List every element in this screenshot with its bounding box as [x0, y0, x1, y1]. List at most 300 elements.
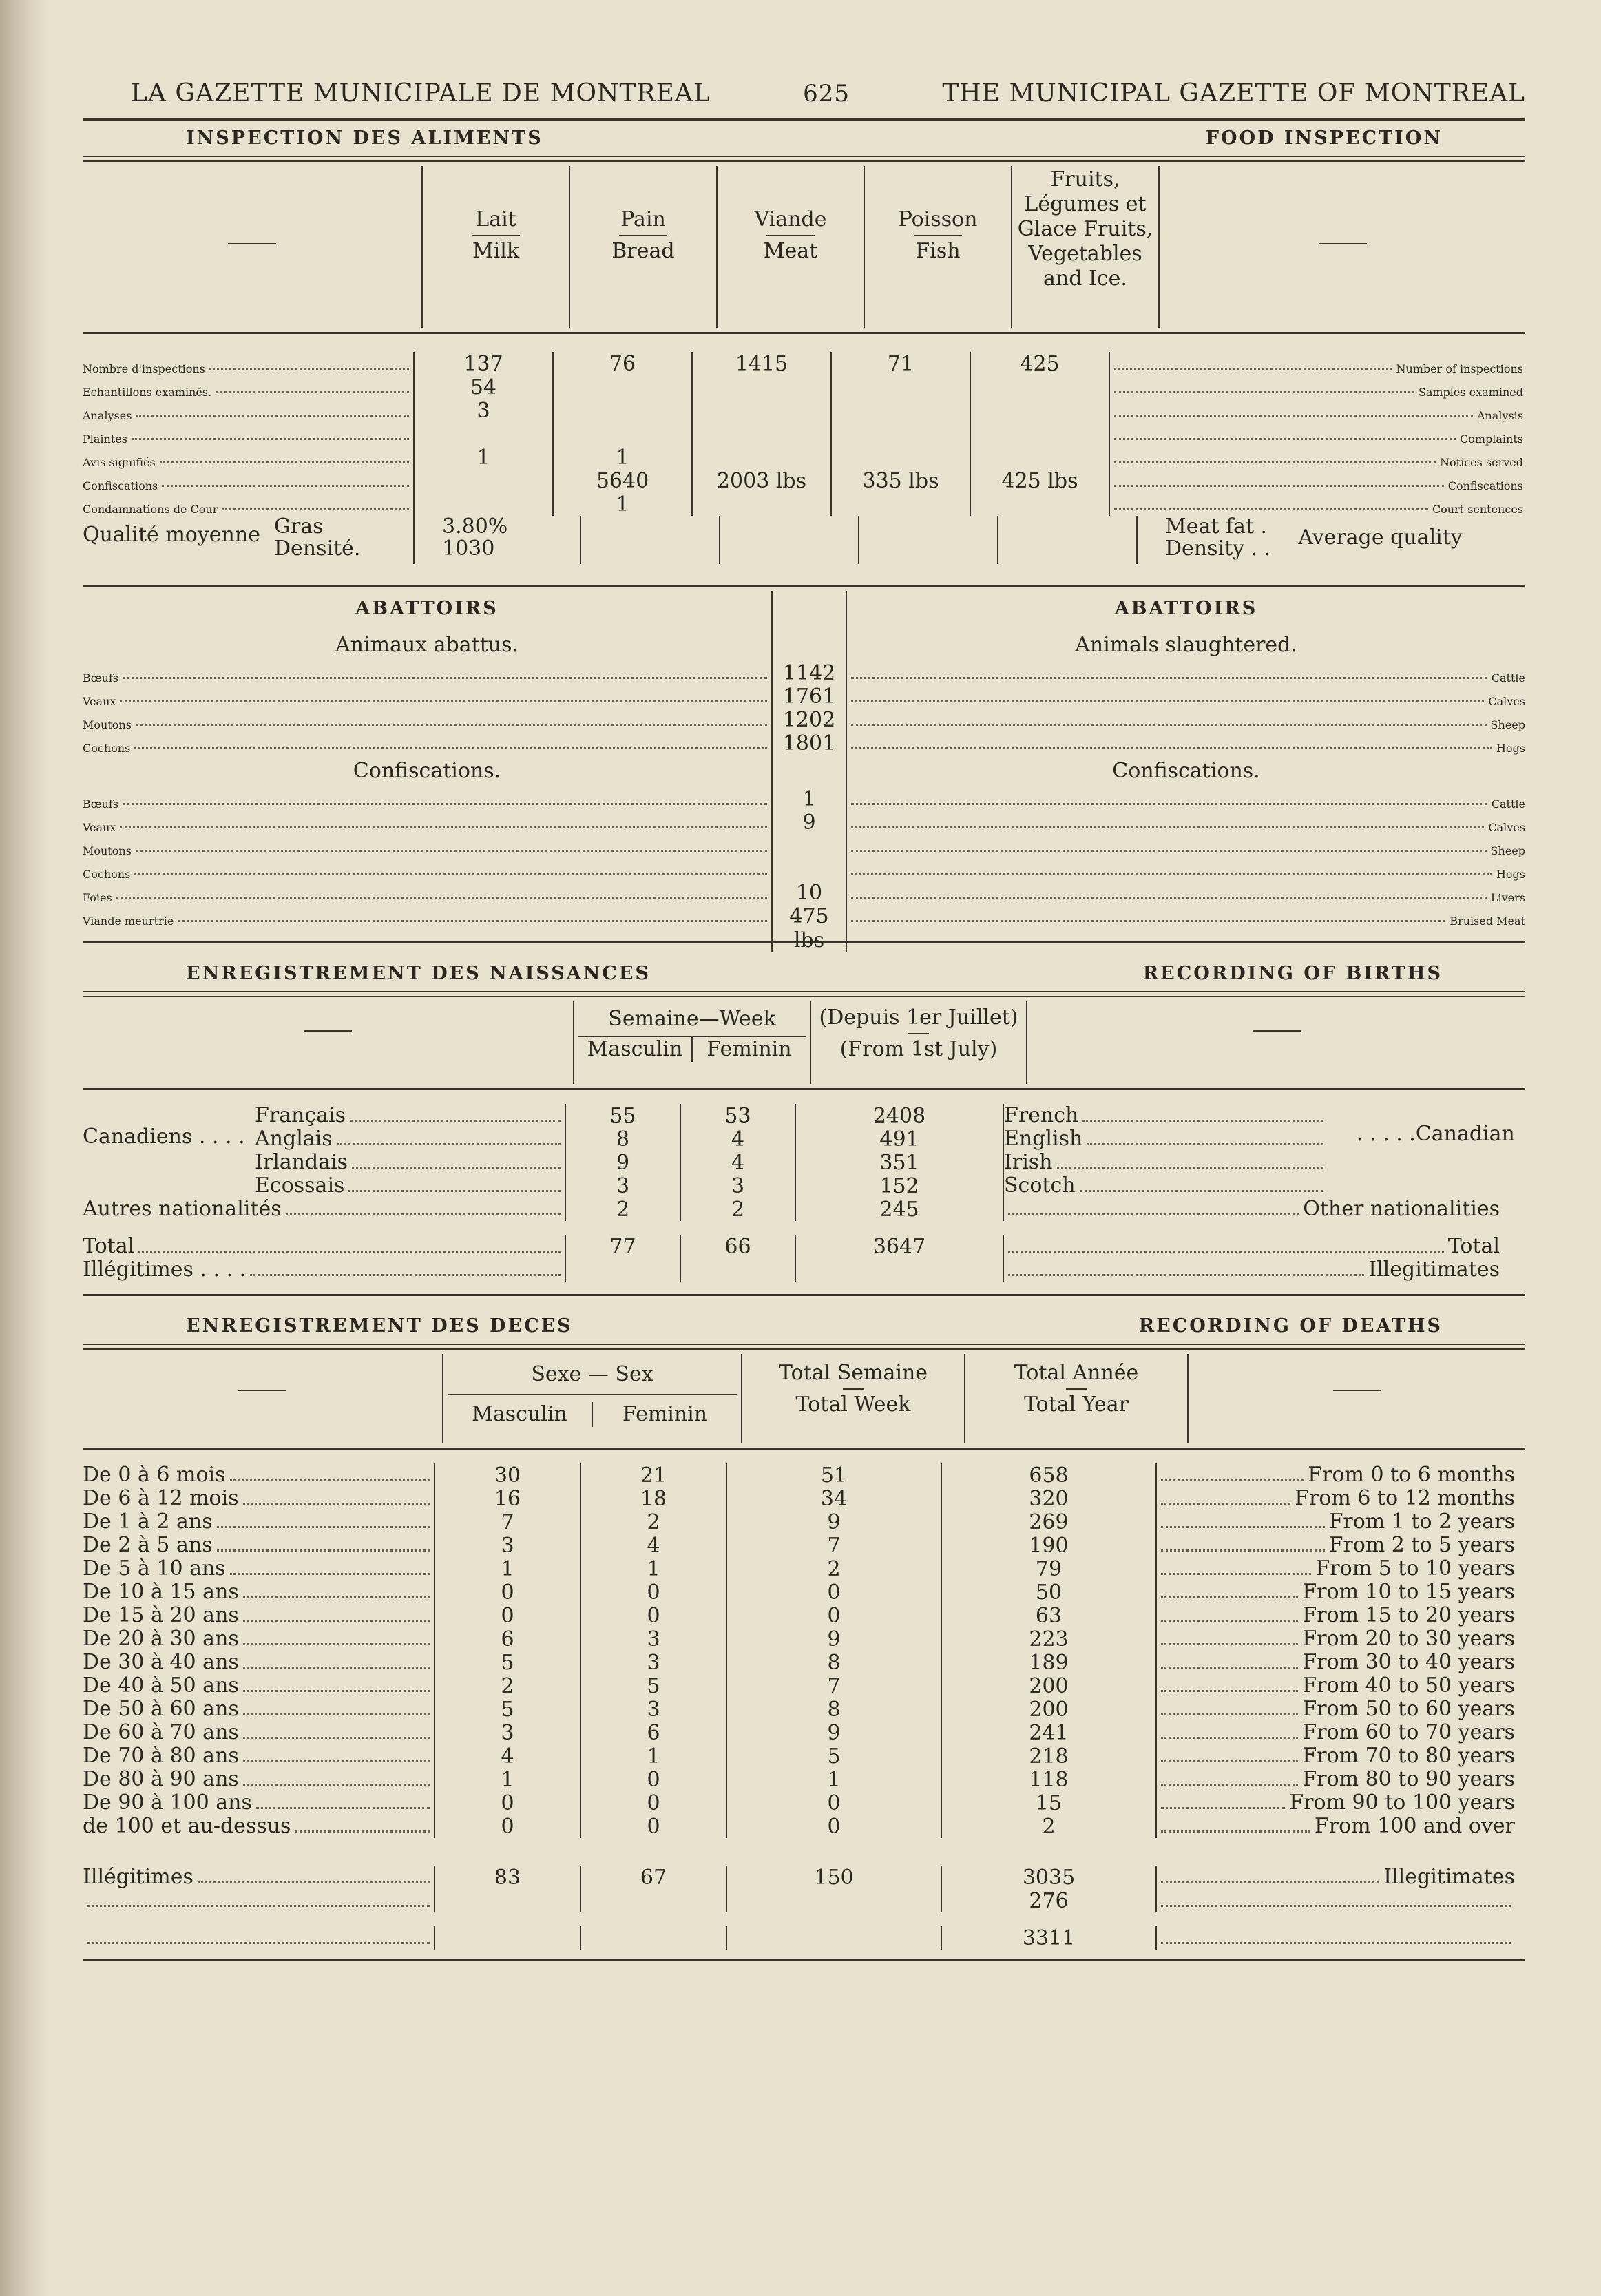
death-en	[1155, 1534, 1525, 1557]
death-label-fr	[83, 1627, 434, 1651]
abattoir-label-en-text: Hogs	[1496, 742, 1525, 755]
death-m: 6	[434, 1627, 580, 1651]
death-label-en-text: From 6 to 12 months	[1295, 1486, 1515, 1510]
death-row	[83, 1627, 1525, 1651]
food-cell: 425	[970, 352, 1109, 375]
death-m: 0	[434, 1791, 580, 1815]
abattoir-value: 1	[771, 787, 847, 811]
leader	[87, 1942, 430, 1944]
leader	[132, 438, 409, 440]
quality-values	[413, 516, 580, 564]
death-en	[1155, 1674, 1525, 1698]
abattoir-label-en	[847, 811, 1525, 834]
death-label-fr	[83, 1926, 434, 1950]
food-cell: 1	[552, 492, 691, 516]
food-cell	[552, 399, 691, 422]
leader	[352, 1167, 561, 1169]
death-label-en	[1157, 1674, 1515, 1698]
death-en	[1155, 1510, 1525, 1534]
food-cell	[970, 492, 1109, 516]
food-title-en: FOOD INSPECTION	[1205, 127, 1443, 149]
food-en-text: Confiscations	[1447, 479, 1523, 492]
abattoir-label-fr	[83, 731, 771, 755]
since-header-en: (From 1st July)	[839, 1037, 998, 1061]
death-label-en	[1157, 1510, 1515, 1534]
food-cell	[691, 399, 830, 422]
col-fish: Poisson Fish	[864, 166, 1012, 328]
quality-sub	[274, 516, 360, 564]
abattoir-value	[771, 857, 847, 881]
deaths-rows	[83, 1454, 1525, 1950]
leader	[851, 677, 1487, 679]
food-en-text: Analysis	[1476, 409, 1523, 422]
quality-fr: Qualité moyenne	[83, 523, 260, 547]
death-en	[1155, 1604, 1525, 1627]
gras-value: 3.80%	[442, 514, 508, 539]
col-meat: Viande Meat	[717, 166, 864, 328]
abattoir-label-en-text: Cattle	[1491, 671, 1525, 685]
slaughtered-sub-fr: Animaux abattus.	[335, 633, 519, 657]
leader	[1161, 1526, 1325, 1528]
leader	[1114, 391, 1414, 393]
birth-label-en-text: English	[1004, 1127, 1083, 1151]
death-f: 0	[580, 1604, 726, 1627]
abattoir-label-fr	[83, 787, 771, 811]
birth-t: 3647	[795, 1235, 1003, 1258]
death-label-fr-text: De 20 à 30 ans	[83, 1627, 239, 1651]
bracket-space	[83, 1174, 255, 1198]
leader	[138, 1251, 561, 1253]
abattoir-label-fr	[83, 661, 771, 685]
abattoir-label-fr-text: Cochons	[83, 742, 131, 755]
confiscations-sub-en: Confiscations.	[1112, 759, 1260, 783]
births-head	[83, 1001, 1525, 1084]
leader	[1161, 1667, 1298, 1669]
death-y: 2	[941, 1815, 1155, 1838]
death-row	[83, 1463, 1525, 1487]
food-cell	[552, 422, 691, 446]
food-en-text: Court sentences	[1432, 503, 1523, 516]
abattoir-label-fr	[83, 857, 771, 881]
birth-m	[565, 1258, 680, 1282]
death-label-fr-text: De 70 à 80 ans	[83, 1744, 239, 1768]
food-cell: 71	[830, 352, 970, 375]
food-title-fr: INSPECTION DES ALIMENTS	[186, 127, 543, 149]
death-w: 0	[726, 1815, 941, 1838]
leader	[136, 850, 767, 852]
death-w: 51	[726, 1463, 941, 1487]
food-cell: 76	[552, 352, 691, 375]
death-m: 7	[434, 1510, 580, 1534]
death-label-en-text: From 60 to 70 years	[1302, 1720, 1515, 1744]
death-label-en	[1157, 1463, 1515, 1487]
birth-row-fr	[83, 1104, 565, 1127]
death-label-en-text: From 15 to 20 years	[1302, 1603, 1515, 1627]
leader	[217, 1526, 430, 1528]
leader	[1161, 1596, 1298, 1598]
birth-label-en-text: Irish	[1004, 1150, 1053, 1174]
death-label-en-text: From 100 and over	[1314, 1814, 1515, 1838]
death-w: 9	[726, 1627, 941, 1651]
deaths-title-fr: ENREGISTREMENT DES DECES	[186, 1315, 573, 1337]
food-cell	[691, 446, 830, 469]
slaughtered-rows	[83, 661, 1525, 755]
death-en	[1155, 1463, 1525, 1487]
death-row	[83, 1698, 1525, 1721]
death-label-en	[1157, 1487, 1515, 1510]
leader	[1087, 1143, 1323, 1145]
death-y: 3311	[941, 1926, 1155, 1950]
leader	[216, 391, 409, 393]
gazette-page	[83, 65, 1525, 1965]
death-m: 0	[434, 1815, 580, 1838]
death-y: 200	[941, 1698, 1155, 1721]
densite-value: 1030	[442, 536, 495, 561]
death-label-fr	[83, 1866, 434, 1889]
food-row-label-fr-text: Confiscations	[83, 479, 158, 492]
leader	[1114, 485, 1444, 487]
death-en	[1155, 1926, 1525, 1950]
death-w: 2	[726, 1557, 941, 1580]
death-row	[83, 1674, 1525, 1698]
birth-label-text: Anglais	[255, 1127, 333, 1151]
abattoir-label-en-text: Calves	[1488, 821, 1525, 834]
death-f	[580, 1926, 726, 1950]
total-week-fr: Total Semaine	[778, 1361, 928, 1385]
food-cell: 1	[552, 446, 691, 469]
death-m: 4	[434, 1744, 580, 1768]
death-label-fr	[83, 1487, 434, 1510]
spacer	[83, 1912, 1525, 1926]
header-left: LA GAZETTE MUNICIPALE DE MONTREAL	[131, 79, 711, 107]
spacer	[83, 1838, 1525, 1866]
col-bread: Pain Bread	[569, 166, 717, 328]
death-m	[434, 1889, 580, 1912]
food-cell	[413, 469, 552, 492]
birth-t: 2408	[795, 1104, 1003, 1127]
header-rule	[83, 118, 1525, 121]
leader	[851, 803, 1487, 805]
birth-illeg-row-fr	[83, 1258, 565, 1282]
abattoir-value: 1801	[771, 731, 847, 755]
death-label-fr-text: De 40 à 50 ans	[83, 1673, 239, 1698]
leader	[134, 873, 767, 875]
total-year-fr: Total Année	[1014, 1361, 1139, 1385]
death-w: 8	[726, 1698, 941, 1721]
food-row	[83, 446, 1525, 469]
abattoir-label-fr	[83, 685, 771, 708]
death-m: 30	[434, 1463, 580, 1487]
death-w: 7	[726, 1674, 941, 1698]
birth-en	[1003, 1235, 1525, 1258]
death-label-en-text: From 50 to 60 years	[1302, 1697, 1515, 1721]
birth-other-row	[83, 1198, 1525, 1221]
food-head-row	[83, 166, 1525, 328]
death-y: 276	[941, 1889, 1155, 1912]
deaths-title-en: RECORDING OF DEATHS	[1138, 1315, 1443, 1337]
leader	[209, 368, 409, 370]
food-cell: 2003 lbs	[691, 469, 830, 492]
death-label-en-text: From 90 to 100 years	[1289, 1791, 1515, 1815]
leader	[120, 700, 767, 702]
leader	[243, 1643, 430, 1645]
food-cell: 5640	[552, 469, 691, 492]
abattoir-label-fr-text: Veaux	[83, 695, 116, 708]
death-m: 3	[434, 1721, 580, 1744]
death-w: 34	[726, 1487, 941, 1510]
birth-row-fr	[83, 1174, 565, 1198]
death-row	[83, 1744, 1525, 1768]
leader	[1161, 1760, 1298, 1762]
birth-f: 4	[680, 1151, 795, 1174]
death-w: 150	[726, 1866, 941, 1889]
death-en	[1155, 1721, 1525, 1744]
leader	[136, 415, 409, 417]
leader	[348, 1190, 561, 1192]
leader	[217, 1549, 430, 1552]
death-label-fr	[83, 1791, 434, 1815]
death-en	[1155, 1791, 1525, 1815]
food-section-title	[83, 125, 1525, 152]
birth-illeg-row	[83, 1258, 1525, 1282]
death-w: 7	[726, 1534, 941, 1557]
food-head-rule	[83, 332, 1525, 334]
deaths-fem-header: Feminin	[592, 1402, 737, 1427]
leader	[1161, 1503, 1290, 1505]
confiscations-sub-fr: Confiscations.	[353, 759, 501, 783]
food-quality-row	[83, 516, 1525, 564]
leader	[222, 508, 409, 510]
leader	[1080, 1190, 1323, 1192]
death-label-fr	[83, 1510, 434, 1534]
quality-gras: Gras	[273, 514, 324, 539]
death-y: 79	[941, 1557, 1155, 1580]
birth-row	[83, 1174, 1525, 1198]
leader	[1161, 1784, 1298, 1786]
birth-label	[83, 1235, 565, 1258]
birth-label	[255, 1104, 565, 1127]
death-y: 15	[941, 1791, 1155, 1815]
food-cell: 1	[413, 446, 552, 469]
abattoir-label-en-text: Calves	[1488, 695, 1525, 708]
birth-label-en	[1004, 1151, 1328, 1174]
leader	[851, 724, 1487, 726]
death-label-fr	[83, 1651, 434, 1674]
death-m: 5	[434, 1698, 580, 1721]
death-row	[83, 1651, 1525, 1674]
death-label-en-text: From 1 to 2 years	[1328, 1510, 1515, 1534]
death-label-fr	[83, 1534, 434, 1557]
death-w	[726, 1926, 941, 1950]
food-row-label-fr	[83, 422, 413, 446]
leader	[286, 1213, 561, 1215]
food-rows	[83, 338, 1525, 564]
birth-label-en	[1004, 1127, 1328, 1151]
abattoir-label-fr	[83, 811, 771, 834]
leader	[1114, 415, 1473, 417]
food-en	[1110, 375, 1523, 399]
birth-label	[255, 1151, 565, 1174]
birth-m: 8	[565, 1127, 680, 1151]
abattoir-label-en	[847, 685, 1525, 708]
abattoir-label-fr-text: Moutons	[83, 844, 132, 857]
death-y: 320	[941, 1487, 1155, 1510]
abattoir-row	[83, 811, 1525, 834]
col-milk: Lait Milk	[422, 166, 569, 328]
abattoir-label-fr	[83, 834, 771, 857]
food-row-label-en	[1109, 492, 1525, 516]
birth-total-row	[83, 1235, 1525, 1258]
death-label-en-text: From 10 to 15 years	[1302, 1580, 1515, 1604]
death-label-fr-text: de 100 et au-dessus	[83, 1814, 291, 1838]
birth-total-row-fr	[83, 1235, 565, 1258]
food-row-label-en	[1109, 375, 1525, 399]
death-y: 269	[941, 1510, 1155, 1534]
death-label-en	[1157, 1557, 1515, 1580]
abattoir-row	[83, 857, 1525, 881]
food-row	[83, 422, 1525, 446]
food-cell	[830, 399, 970, 422]
leader	[243, 1760, 430, 1762]
death-label-en-text: From 70 to 80 years	[1302, 1744, 1515, 1768]
food-en	[1110, 352, 1523, 375]
empty-cell	[719, 516, 858, 564]
death-label-fr-text: Illégitimes	[83, 1865, 193, 1889]
birth-label-text: Illégitimes . . . .	[83, 1257, 247, 1282]
abattoir-value: 1142	[771, 661, 847, 685]
abattoir-label-en	[847, 661, 1525, 685]
birth-label-en-text: Scotch	[1004, 1173, 1076, 1198]
abattoir-value: 1202	[771, 708, 847, 732]
death-en	[1155, 1627, 1525, 1651]
leader	[851, 850, 1487, 852]
death-label-fr-text: De 90 à 100 ans	[83, 1791, 252, 1815]
birth-row-fr	[83, 1151, 565, 1174]
death-m: 0	[434, 1580, 580, 1604]
death-y: 118	[941, 1768, 1155, 1791]
deaths-head	[83, 1354, 1525, 1443]
leader	[243, 1713, 430, 1715]
abattoir-label-fr-text: Veaux	[83, 821, 116, 834]
birth-label-text: Ecossais	[255, 1173, 345, 1198]
death-label-fr	[83, 1889, 434, 1912]
leader	[1082, 1120, 1323, 1122]
death-label-en	[1157, 1866, 1515, 1889]
death-y: 63	[941, 1604, 1155, 1627]
death-label-en	[1157, 1768, 1515, 1791]
birth-m: 3	[565, 1174, 680, 1198]
death-label-en	[1157, 1580, 1515, 1604]
death-row	[83, 1510, 1525, 1534]
birth-row	[83, 1127, 1525, 1151]
food-row-label-fr	[83, 375, 413, 399]
abattoir-label-en-text: Sheep	[1490, 718, 1525, 731]
births-title-fr: ENREGISTREMENT DES NAISSANCES	[186, 963, 651, 984]
death-m: 16	[434, 1487, 580, 1510]
food-cell	[830, 492, 970, 516]
death-label-en-text: From 80 to 90 years	[1302, 1767, 1515, 1791]
death-label-en	[1157, 1651, 1515, 1674]
food-row-label-fr	[83, 352, 413, 375]
abattoir-row	[83, 708, 1525, 731]
abattoir-label-fr-text: Viande meurtrie	[83, 915, 174, 928]
abattoir-row	[83, 685, 1525, 708]
death-row	[83, 1580, 1525, 1604]
birth-t: 152	[795, 1174, 1003, 1198]
leader	[123, 677, 767, 679]
births-section-title	[83, 948, 1525, 987]
leader	[295, 1830, 430, 1833]
food-cell: 425 lbs	[970, 469, 1109, 492]
abattoir-label-fr-text: Bœufs	[83, 671, 119, 685]
death-label-fr	[83, 1604, 434, 1627]
food-cell	[970, 399, 1109, 422]
birth-m: 9	[565, 1151, 680, 1174]
leader	[1008, 1274, 1364, 1276]
death-label-fr	[83, 1698, 434, 1721]
food-row-label-fr	[83, 446, 413, 469]
death-label-fr-text: De 60 à 70 ans	[83, 1720, 239, 1744]
food-row-label-fr-text: Echantillons examinés.	[83, 386, 212, 399]
leader	[1161, 1830, 1310, 1833]
food-cell	[970, 375, 1109, 399]
leader	[1161, 1713, 1298, 1715]
leader	[1114, 508, 1428, 510]
abattoir-value: 1761	[771, 685, 847, 709]
masc-header: Masculin	[587, 1037, 683, 1061]
leader	[123, 803, 767, 805]
abattoir-label-fr	[83, 881, 771, 904]
death-label-fr-text: De 0 à 6 mois	[83, 1463, 226, 1487]
death-w: 0	[726, 1791, 941, 1815]
food-cell: 335 lbs	[830, 469, 970, 492]
death-f: 3	[580, 1627, 726, 1651]
death-en	[1155, 1815, 1525, 1838]
death-w: 0	[726, 1580, 941, 1604]
birth-label	[255, 1174, 565, 1198]
abattoir-label-en	[847, 857, 1525, 881]
leader	[1008, 1213, 1299, 1215]
since-header-fr: (Depuis 1er Juillet)	[819, 1005, 1018, 1030]
leader	[1161, 1881, 1379, 1883]
food-en-text: Complaints	[1459, 432, 1523, 446]
death-row	[83, 1487, 1525, 1510]
death-label-en	[1157, 1744, 1515, 1768]
death-label-fr-text: De 5 à 10 ans	[83, 1556, 226, 1580]
food-cell	[413, 422, 552, 446]
birth-label-en	[1004, 1235, 1500, 1258]
food-row-label-fr-text: Plaintes	[83, 432, 127, 446]
death-en	[1155, 1744, 1525, 1768]
birth-f	[680, 1258, 795, 1282]
death-f: 4	[580, 1534, 726, 1557]
death-label-fr	[83, 1557, 434, 1580]
total-week-en: Total Week	[795, 1392, 911, 1417]
leader	[243, 1690, 430, 1692]
death-f: 3	[580, 1698, 726, 1721]
leader	[851, 826, 1484, 828]
death-y: 200	[941, 1674, 1155, 1698]
leader	[160, 461, 409, 463]
death-label-en	[1157, 1604, 1515, 1627]
leader	[1161, 1643, 1298, 1645]
food-row-label-fr-text: Nombre d'inspections	[83, 362, 205, 375]
quality-en-sub	[1165, 516, 1270, 564]
abattoir-row	[83, 834, 1525, 857]
birth-label	[255, 1127, 565, 1151]
food-cell: 54	[413, 375, 552, 399]
death-y: 3035	[941, 1866, 1155, 1889]
